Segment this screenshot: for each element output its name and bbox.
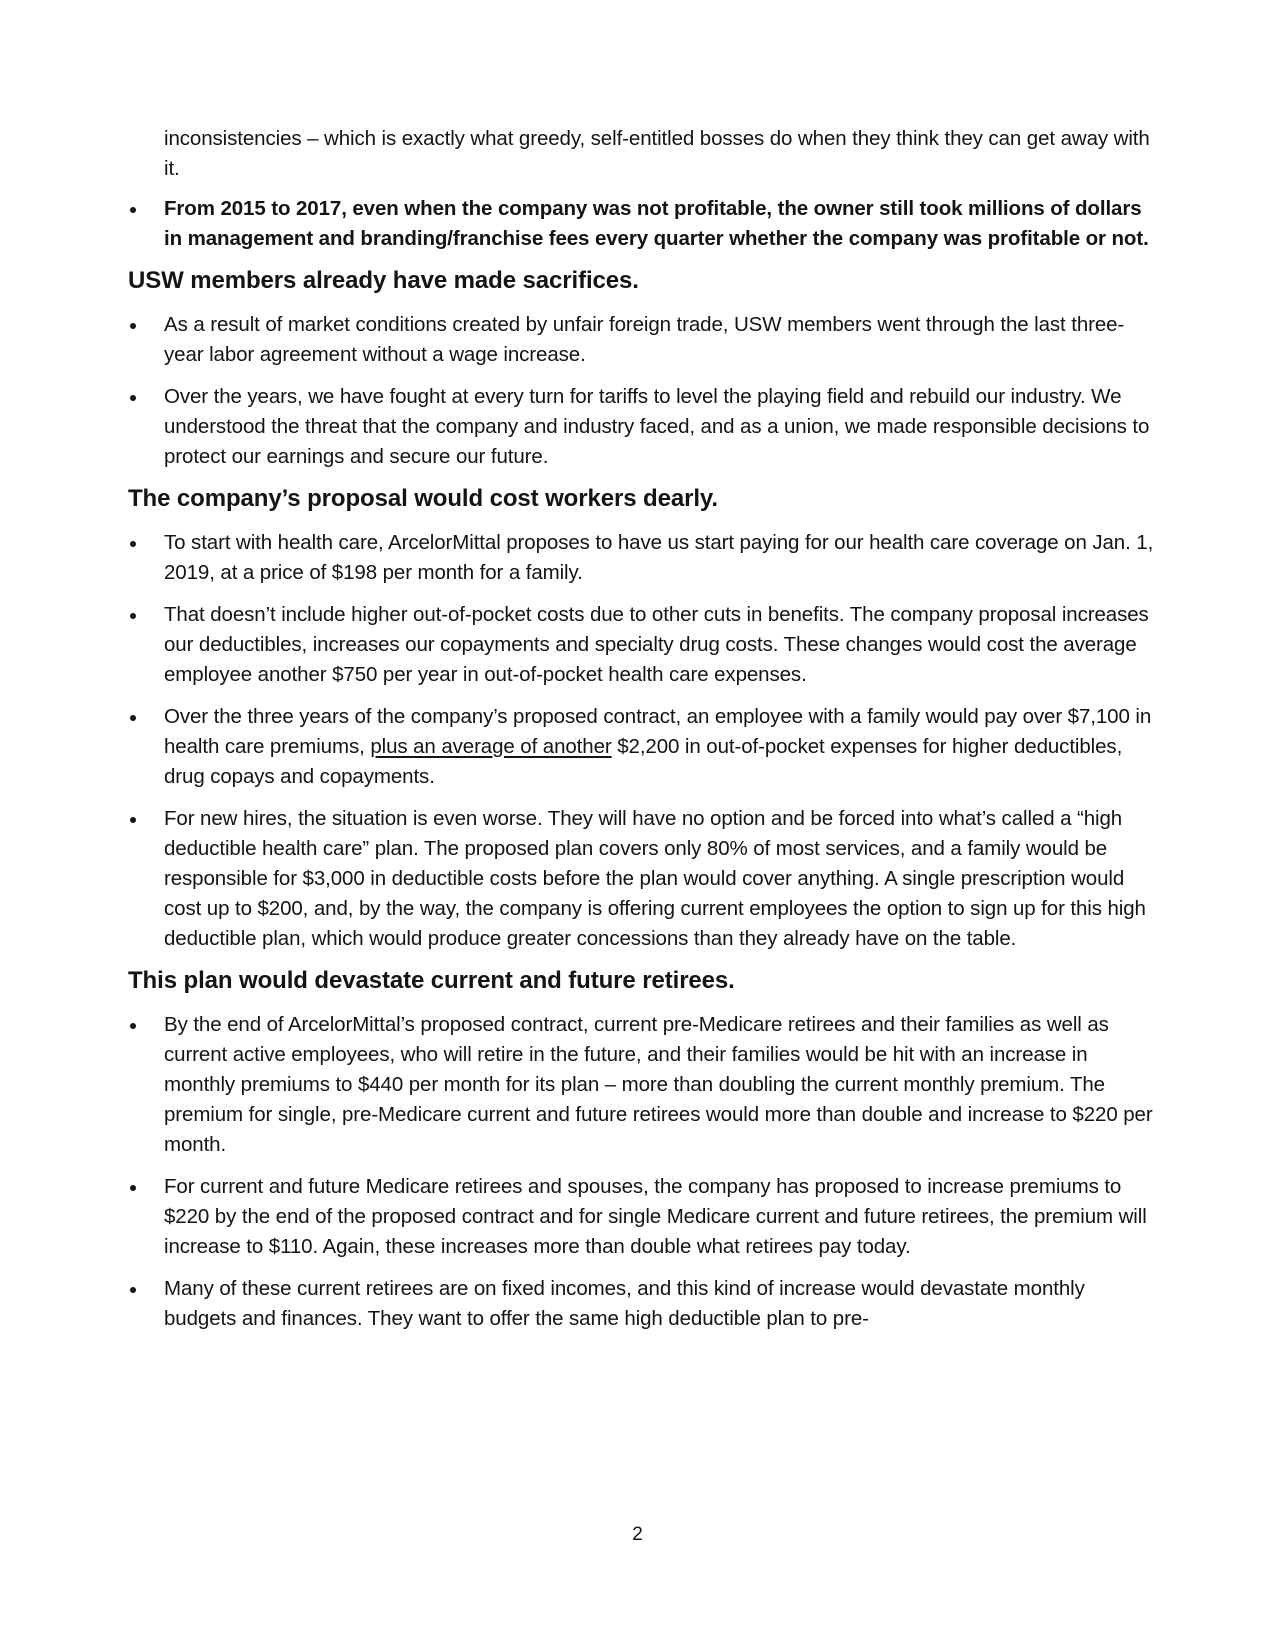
bullet-item xyxy=(128,382,1158,472)
section-heading: The company’s proposal would cost workers dearly. xyxy=(128,485,718,512)
bullet-text: By the end of ArcelorMittal’s proposed contract, current pre-Medicare retirees and their families as well as current active employees, who will retire in the future, and their families would be hit with an increase in monthly premiums to $440 per month for its plan – more than doubling the current monthly premium. The premium for single, pre-Medicare current and future retirees would more than double and increase to $220 per month. xyxy=(164,1013,1153,1156)
bullet-text: That doesn’t include higher out-of-pocket costs due to other cuts in benefits. The company proposal increases our deductibles, increases our copayments and specialty drug costs. These changes would cost the average employee another $750 per year in out-of-pocket health care expenses. xyxy=(164,603,1149,686)
bullet-item xyxy=(128,702,1158,792)
bullet-text-part: $2,200 in out-of-pocket expenses for higher deductibles, drug copays and copayments. xyxy=(164,735,1123,788)
bullet-text: For current and future Medicare retirees and spouses, the company has proposed to increase premiums to $220 by the end of the proposed contract and for single Medicare current and future retirees, the premium will increase to $110. Again, these increases more than double what retirees pay today. xyxy=(164,1175,1147,1258)
bullet-icon xyxy=(130,817,136,823)
underlined-text: plus an average of another xyxy=(370,735,612,758)
bullet-icon xyxy=(130,395,136,401)
bullet-item xyxy=(128,194,1158,254)
bullet-icon xyxy=(130,541,136,547)
bullet-item xyxy=(128,600,1158,690)
section-heading: USW members already have made sacrifices. xyxy=(128,267,639,294)
bullet-icon xyxy=(130,323,136,329)
bullet-icon xyxy=(130,1023,136,1029)
bullet-text: From 2015 to 2017, even when the company was not profitable, the owner still took millions of dollars in management and branding/franchise fees every quarter whether the company was profitable or not. xyxy=(164,197,1149,250)
continuation-paragraph: inconsistencies – which is exactly what greedy, self-entitled bosses do when they think they can get away with it. xyxy=(164,127,1150,180)
page-number: 2 xyxy=(632,1524,643,1545)
bullet-text: Many of these current retirees are on fixed incomes, and this kind of increase would devastate monthly budgets and finances. They want to offer the same high deductible plan to pre- xyxy=(164,1277,1085,1330)
bullet-icon xyxy=(130,715,136,721)
bullet-icon xyxy=(130,613,136,619)
bullet-text: To start with health care, ArcelorMittal proposes to have us start paying for our health care coverage on Jan. 1, 2019, at a price of $198 per month for a family. xyxy=(164,531,1154,584)
bullet-text: As a result of market conditions created by unfair foreign trade, USW members went through the last three-year labor agreement without a wage increase. xyxy=(164,313,1125,366)
bullet-text-part: Over the three years of the company’s proposed contract, an employee with a family would pay over $7,100 in health care premiums, xyxy=(164,705,1152,758)
bullet-text xyxy=(164,705,1151,788)
bullet-icon xyxy=(130,1287,136,1293)
bullet-text: Over the years, we have fought at every turn for tariffs to level the playing field and rebuild our industry. We understood the threat that the company and industry faced, and as a union, we made responsible decisions to protect our earnings and secure our future. xyxy=(164,385,1150,468)
bullet-item xyxy=(128,1274,1158,1334)
bullet-icon xyxy=(130,1185,136,1191)
bullet-item xyxy=(128,1172,1158,1262)
bullet-item xyxy=(128,310,1158,370)
page-content xyxy=(128,124,1158,1346)
bullet-item xyxy=(128,528,1158,588)
bullet-item xyxy=(128,1010,1158,1160)
bullet-text: For new hires, the situation is even worse. They will have no option and be forced into what’s called a “high deductible health care” plan. The proposed plan covers only 80% of most services, and a family would be responsible for $3,000 in deductible costs before the plan would cover anything. A single prescription would cost up to $200, and, by the way, the company is offering current employees the option to sign up for this high deductible plan, which would produce greater concessions than they already have on the table. xyxy=(164,807,1146,950)
section-heading: This plan would devastate current and future retirees. xyxy=(128,967,735,994)
bullet-item xyxy=(128,804,1158,954)
bullet-icon xyxy=(130,207,136,213)
